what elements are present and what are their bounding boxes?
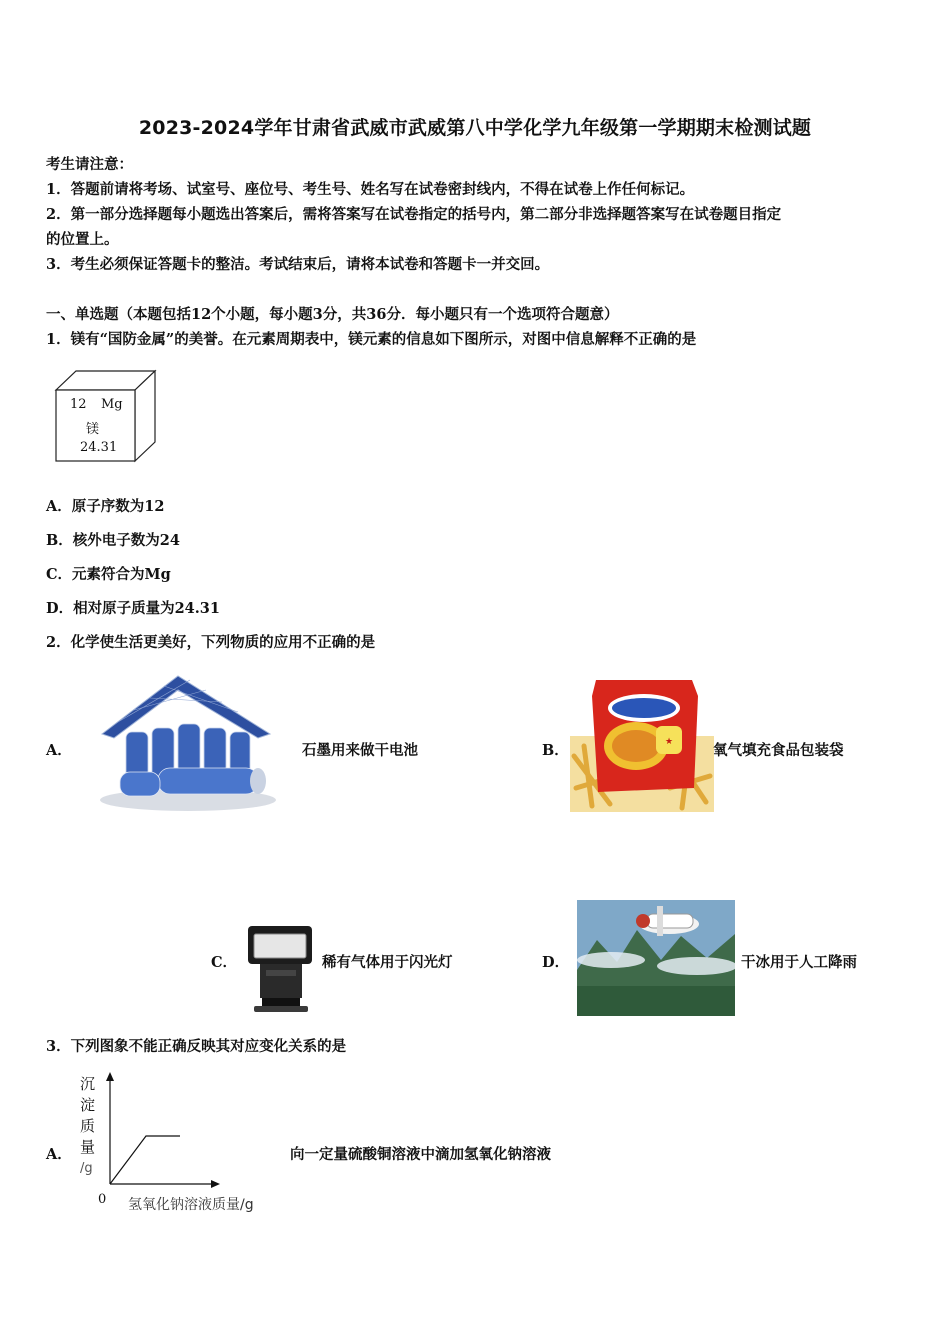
q1-option-a: A．原子序数为12 (46, 498, 165, 515)
element-symbol: Mg (101, 397, 123, 412)
element-mass: 24.31 (80, 440, 118, 455)
page-title: 2023-2024学年甘肃省武威市武威第八中学化学九年级第一学期期末检测试题 (138, 117, 812, 139)
notice-item: 2．第一部分选择题每小题选出答案后，需将答案写在试卷指定的括号内，第二部分非选择题答案写在试卷题目指定 (46, 206, 782, 223)
q1-option-c: C．元素符合为Mg (46, 566, 171, 583)
graph-x-label: 氢氧化钠溶液质量/g (128, 1197, 254, 1213)
element-name: 镁 (86, 422, 100, 437)
q3-option-a-label: A． (46, 1146, 72, 1163)
graph-y-label: 沉 淀 质 量 /g (80, 1075, 96, 1176)
q2-option-d-label: D． (542, 954, 570, 971)
snack-bag-image (570, 676, 714, 812)
notice-heading: 考生请注意： (46, 156, 133, 173)
notice-item: 的位置上。 (46, 231, 119, 248)
cloud-seeding-image (577, 900, 735, 1016)
question-1-stem: 1．镁有“国防金属”的美誉。在元素周期表中，镁元素的信息如下图所示，对图中信息解释不正确的是 (46, 331, 697, 348)
precipitate-graph (70, 1070, 290, 1220)
q2-option-c-label: C． (211, 954, 238, 971)
q2-option-b-label: B． (542, 742, 569, 759)
solar-battery-image (98, 672, 276, 812)
notice-item: 1．答题前请将考场、试室号、座位号、考生号、姓名写在试卷密封线内，不得在试卷上作任何标记。 (46, 181, 695, 198)
question-3-stem: 3．下列图象不能正确反映其对应变化关系的是 (46, 1038, 347, 1055)
q2-option-d-text: 干冰用于人工降雨 (741, 954, 857, 971)
svg-text:★: ★ (664, 737, 674, 747)
notice-item: 3．考生必须保证答题卡的整洁。考试结束后，请将本试卷和答题卡一并交回。 (46, 256, 550, 273)
graph-origin: 0 (98, 1192, 107, 1207)
q1-option-d: D．相对原子质量为24.31 (46, 600, 220, 617)
q2-option-a-label: A． (46, 742, 72, 759)
section-heading: 一、单选题（本题包括12个小题，每小题3分，共36分．每小题只有一个选项符合题意） (46, 306, 619, 323)
element-number: 12 (70, 397, 87, 412)
q1-option-b: B．核外电子数为24 (46, 532, 180, 549)
flash-image (244, 922, 318, 1016)
q2-option-a-text: 石墨用来做干电池 (302, 742, 418, 759)
q3-option-a-text: 向一定量硫酸铜溶液中滴加氢氧化钠溶液 (290, 1146, 551, 1163)
q2-option-b-text: 氧气填充食品包装袋 (713, 742, 844, 759)
question-2-stem: 2．化学使生活更美好，下列物质的应用不正确的是 (46, 634, 376, 651)
q2-option-c-text: 稀有气体用于闪光灯 (322, 954, 453, 971)
element-card (52, 368, 158, 464)
